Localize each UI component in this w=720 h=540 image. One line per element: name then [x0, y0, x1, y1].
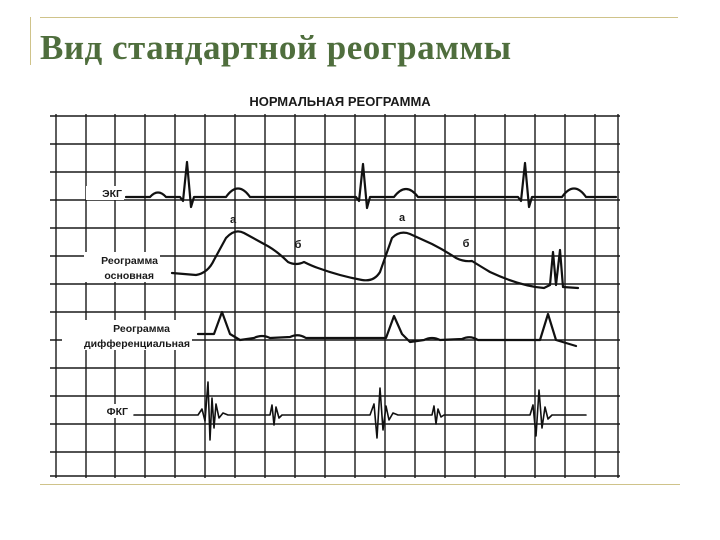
slide-title: Вид стандартной реограммы [40, 28, 512, 67]
diff-rheogram-label-1: Реограмма [113, 323, 170, 335]
diff-rheogram-trace [198, 312, 576, 346]
ekg-trace [126, 162, 616, 208]
notch-b-label-1: б [294, 239, 302, 251]
ekg-label: ЭКГ [102, 188, 122, 200]
notch-b-label-2: б [462, 238, 470, 250]
diff-rheogram-label-2: дифференциальная [84, 338, 190, 350]
main-rheogram-trace [172, 231, 578, 288]
main-rheogram-label-2: основная [104, 270, 154, 282]
fkg-trace [134, 382, 586, 440]
figure-heading: НОРМАЛЬНАЯ РЕОГРАММА [249, 94, 431, 109]
peak-a-label-1: а [229, 214, 237, 226]
main-rheogram-label-1: Реограмма [101, 255, 158, 267]
peak-a-label-2: а [398, 212, 406, 224]
fkg-label: ФКГ [106, 406, 128, 418]
